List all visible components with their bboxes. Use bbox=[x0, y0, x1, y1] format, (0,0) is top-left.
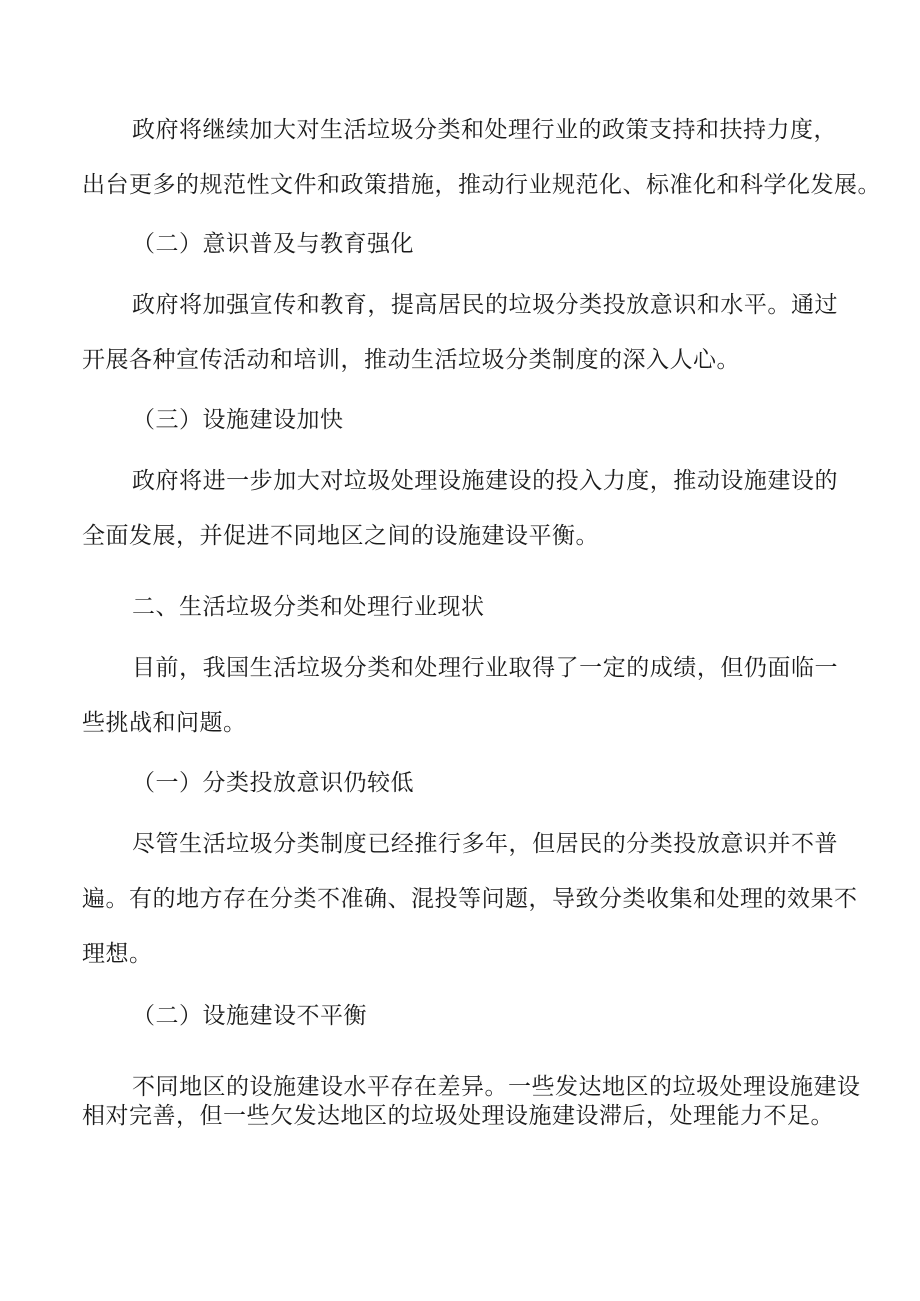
paragraph-2-line-2: 开展各种宣传活动和培训，推动生活垃圾分类制度的深入人心。 bbox=[82, 347, 740, 373]
chapter-heading-status: 二、生活垃圾分类和处理行业现状 bbox=[132, 594, 485, 620]
paragraph-4-line-2: 些挑战和问题。 bbox=[82, 710, 247, 736]
paragraph-4-line-1: 目前，我国生活垃圾分类和处理行业取得了一定的成绩，但仍面临一 bbox=[132, 655, 838, 681]
paragraph-6-line-1: 不同地区的设施建设水平存在差异。一些发达地区的垃圾处理设施建设 bbox=[132, 1074, 861, 1100]
paragraph-5-line-2: 遍。有的地方存在分类不准确、混投等问题，导致分类收集和处理的效果不 bbox=[82, 886, 858, 912]
section-heading-low-awareness: （一）分类投放意识仍较低 bbox=[132, 770, 414, 796]
paragraph-3-line-2: 全面发展，并促进不同地区之间的设施建设平衡。 bbox=[82, 523, 599, 549]
paragraph-3-line-1: 政府将进一步加大对垃圾处理设施建设的投入力度，推动设施建设的 bbox=[132, 468, 838, 494]
paragraph-2-line-1: 政府将加强宣传和教育，提高居民的垃圾分类投放意识和水平。通过 bbox=[132, 292, 838, 318]
section-heading-imbalance: （二）设施建设不平衡 bbox=[132, 1003, 367, 1029]
paragraph-1-line-1: 政府将继续加大对生活垃圾分类和处理行业的政策支持和扶持力度， bbox=[132, 117, 837, 143]
paragraph-1-line-2: 出台更多的规范性文件和政策措施，推动行业规范化、标准化和科学化发展。 bbox=[82, 172, 881, 198]
section-heading-awareness: （二）意识普及与教育强化 bbox=[132, 231, 414, 257]
paragraph-6-line-2: 相对完善，但一些欠发达地区的垃圾处理设施建设滞后，处理能力不足。 bbox=[82, 1103, 834, 1129]
paragraph-5-line-1: 尽管生活垃圾分类制度已经推行多年，但居民的分类投放意识并不普 bbox=[132, 831, 838, 857]
paragraph-5-line-3: 理想。 bbox=[82, 941, 153, 967]
section-heading-facilities: （三）设施建设加快 bbox=[132, 407, 344, 433]
